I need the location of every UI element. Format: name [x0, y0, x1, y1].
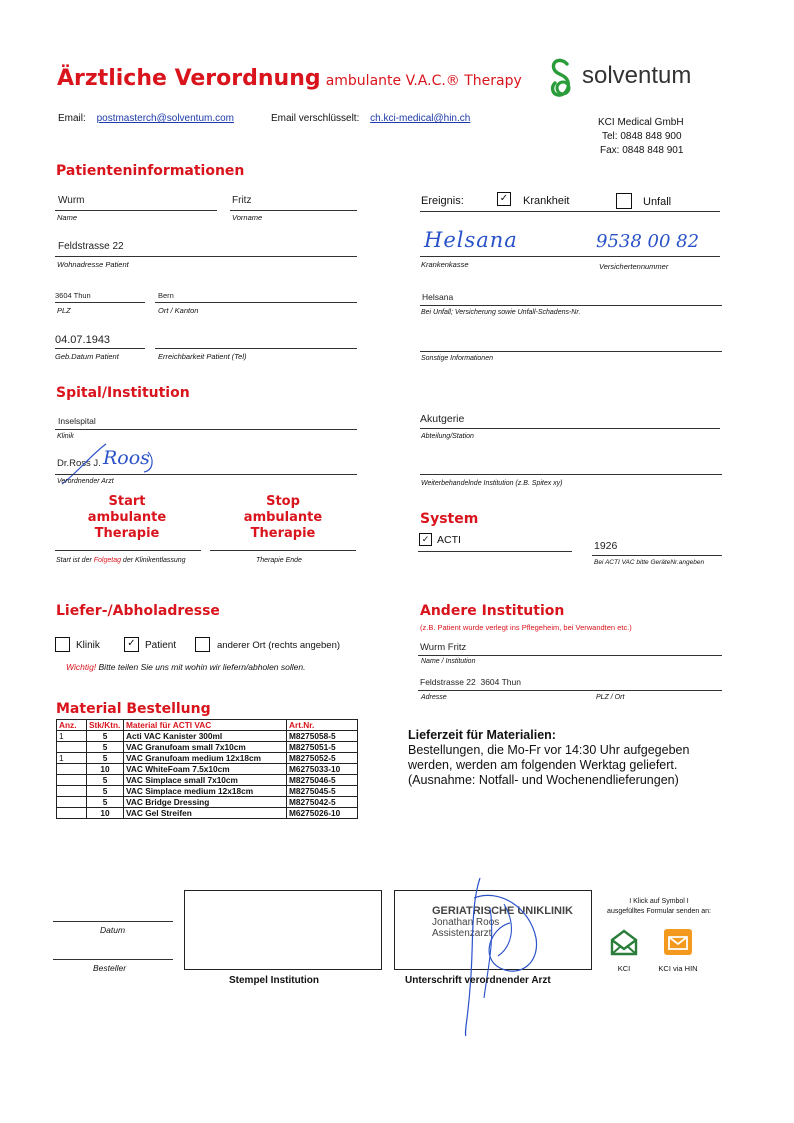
- divider: [53, 921, 173, 922]
- sonstige-label: Sonstige Informationen: [421, 355, 493, 362]
- liefer-note: [66, 662, 305, 672]
- material-cell: VAC WhiteFoam 7.5x10cm: [124, 764, 287, 775]
- table-row[interactable]: [57, 742, 358, 753]
- anz-cell[interactable]: [57, 764, 87, 775]
- kci-mail-icon: [609, 928, 639, 956]
- vorname-label: Vorname: [232, 213, 263, 222]
- liefer-klinik-checkbox[interactable]: [55, 637, 70, 652]
- kci-hin-label: KCI via HIN: [658, 964, 698, 973]
- klick-hint: [597, 897, 721, 917]
- stk-cell: 5: [87, 786, 124, 797]
- krankheit-label: Krankheit: [523, 195, 570, 207]
- divider: [420, 211, 720, 212]
- patient-name: Wurm: [58, 195, 85, 206]
- stk-cell: 5: [87, 775, 124, 786]
- klinik-label: Klinik: [57, 433, 74, 440]
- dob-label: Geb.Datum Patient: [55, 352, 119, 361]
- artnr-cell: M8275052-5: [287, 753, 358, 764]
- col-artnr: Art.Nr.: [287, 720, 358, 731]
- klick-line2: ausgefülltes Formular senden an:: [607, 908, 711, 915]
- email-row: [58, 113, 234, 124]
- form-title: Ärztliche Verordnung: [57, 66, 321, 91]
- divider: [155, 302, 357, 303]
- stamp-line3: Assistenzarzt: [432, 928, 492, 939]
- company-block: [598, 116, 684, 158]
- kci-label: KCI: [617, 964, 631, 973]
- col-anz: Anz.: [57, 720, 87, 731]
- company-name: KCI Medical GmbH: [598, 117, 684, 128]
- stk-cell: 5: [87, 742, 124, 753]
- start-heading: [55, 494, 199, 542]
- divider: [418, 690, 722, 691]
- andere-section-title: Andere Institution: [420, 603, 565, 619]
- stop-heading: [210, 494, 356, 542]
- wichtig-label: Wichtig!: [66, 662, 97, 672]
- table-row[interactable]: [57, 764, 358, 775]
- weiter-label: Weiterbehandelnde Institution (z.B. Spitex xy): [421, 480, 563, 487]
- klinik-value: Inselspital: [58, 416, 96, 426]
- solventum-mark-icon: [548, 58, 576, 100]
- system-section-title: System: [420, 511, 479, 527]
- andere-address: Feldstrasse 22 3604 Thun: [420, 677, 521, 687]
- start-caption: [56, 557, 186, 564]
- table-row[interactable]: [57, 775, 358, 786]
- reach-label: Erreichbarkeit Patient (Tel): [158, 352, 247, 361]
- material-cell: VAC Granufoam small 7x10cm: [124, 742, 287, 753]
- stk-cell: 10: [87, 764, 124, 775]
- divider: [55, 302, 145, 303]
- andere-name: Wurm Fritz: [420, 642, 467, 653]
- start-line1: Start: [108, 494, 146, 509]
- ort-label: Ort / Kanton: [158, 306, 199, 315]
- klick-line1: I Klick auf Symbol I: [629, 898, 689, 905]
- stop-caption: Therapie Ende: [256, 557, 302, 564]
- patient-vorname: Fritz: [232, 195, 252, 206]
- acti-checkbox[interactable]: ✓: [419, 533, 432, 546]
- table-row[interactable]: [57, 753, 358, 764]
- stamp-line2: Jonathan Roos: [432, 917, 500, 928]
- vnr-label: Versichertennummer: [599, 262, 669, 271]
- divider: [55, 348, 145, 349]
- anz-cell[interactable]: [57, 775, 87, 786]
- patient-plz: 3604 Thun: [55, 291, 91, 300]
- divider: [55, 210, 217, 211]
- artnr-cell: M8275046-5: [287, 775, 358, 786]
- divider: [155, 348, 357, 349]
- artnr-cell: M8275058-5: [287, 731, 358, 742]
- email-label: Email:: [58, 113, 86, 124]
- acti-label: ACTI: [437, 534, 461, 546]
- divider: [210, 550, 356, 551]
- andere-address-label: Adresse: [421, 694, 447, 701]
- arzt-value: Dr.Ross J.: [57, 458, 101, 469]
- geraete-nr-label: Bei ACTI VAC bitte GeräteNr.angeben: [594, 559, 705, 566]
- page-title: [57, 66, 522, 91]
- liefer-section-title: Liefer-/Abholadresse: [56, 603, 220, 619]
- lieferzeit-line1: Bestellungen, die Mo-Fr vor 14:30 Uhr aufgegeben: [408, 743, 690, 757]
- andere-name-label: Name / Institution: [421, 658, 476, 665]
- divider: [55, 256, 357, 257]
- divider: [55, 429, 357, 430]
- email-link[interactable]: postmasterch@solventum.com: [96, 113, 234, 124]
- material-cell: VAC Granufoam medium 12x18cm: [124, 753, 287, 764]
- material-cell: VAC Simplace small 7x10cm: [124, 775, 287, 786]
- krankenkasse-handwritten: Helsana: [424, 228, 518, 252]
- material-cell: Acti VAC Kanister 300ml: [124, 731, 287, 742]
- patient-ort: Bern: [158, 291, 174, 300]
- start-caption-c: der Klinikentlassung: [120, 557, 186, 564]
- anz-cell[interactable]: [57, 742, 87, 753]
- anz-cell[interactable]: 1: [57, 731, 87, 742]
- address-label: Wohnadresse Patient: [57, 260, 129, 269]
- stk-cell: 10: [87, 808, 124, 819]
- kasse-label: Krankenkasse: [421, 260, 469, 269]
- material-table: [56, 719, 358, 819]
- email-enc-link[interactable]: ch.kci-medical@hin.ch: [370, 113, 471, 124]
- divider: [420, 428, 720, 429]
- lieferzeit-line2: werden, werden am folgenden Werktag geliefert.: [408, 758, 678, 772]
- abteilung-label: Abteilung/Station: [421, 433, 474, 440]
- artnr-cell: M6275026-10: [287, 808, 358, 819]
- anz-cell[interactable]: [57, 786, 87, 797]
- arzt-signature: Roos: [103, 447, 150, 469]
- spital-section-title: Spital/Institution: [56, 385, 190, 401]
- divider: [418, 551, 572, 552]
- divider: [230, 210, 357, 211]
- artnr-cell: M8275051-5: [287, 742, 358, 753]
- datum-label: Datum: [100, 925, 126, 935]
- liefer-klinik-label: Klinik: [76, 640, 100, 651]
- anz-cell[interactable]: [57, 797, 87, 808]
- form-subtitle: ambulante V.A.C.® Therapy: [325, 73, 522, 89]
- stk-cell: 5: [87, 797, 124, 808]
- hin-mail-icon: [663, 928, 693, 956]
- krankheit-checkbox[interactable]: ✓: [497, 192, 511, 206]
- wichtig-text: Bitte teilen Sie uns mit wohin wir liefern/abholen sollen.: [96, 662, 306, 672]
- solventum-logo: [548, 58, 718, 100]
- versichertennummer-handwritten: 9538 00 82: [596, 231, 700, 252]
- divider: [418, 655, 722, 656]
- stamp-line1: GERIATRISCHE UNIKLINIK: [432, 905, 573, 917]
- andere-plz-label: PLZ / Ort: [596, 694, 625, 701]
- event-label: Ereignis:: [421, 195, 464, 207]
- kci-send-button[interactable]: [608, 928, 640, 974]
- artnr-cell: M6275033-10: [287, 764, 358, 775]
- lieferzeit-line3: (Ausnahme: Notfall- und Wochenendlieferungen): [408, 773, 679, 787]
- stk-cell: 5: [87, 731, 124, 742]
- liefer-patient-checkbox[interactable]: ✓: [124, 637, 139, 652]
- unfall-checkbox[interactable]: [616, 193, 632, 209]
- abteilung-value: Akutgerie: [420, 413, 465, 425]
- lieferzeit-block: [408, 728, 689, 788]
- brand-name: solventum: [582, 62, 692, 89]
- company-tel: Tel: 0848 848 900: [602, 131, 682, 142]
- arzt-label: Verordnender Arzt: [57, 478, 114, 485]
- liefer-anderer-label: anderer Ort (rechts angeben): [217, 640, 341, 651]
- name-label: Name: [57, 213, 78, 222]
- start-caption-b: Folgetag: [93, 557, 121, 564]
- artnr-cell: M8275045-5: [287, 786, 358, 797]
- divider: [420, 256, 720, 257]
- divider: [592, 555, 722, 556]
- kci-hin-send-button[interactable]: [650, 928, 706, 974]
- material-cell: VAC Bridge Dressing: [124, 797, 287, 808]
- unfall-vers-label: Bei Unfall; Versicherung sowie Unfall-Schadens-Nr.: [421, 309, 581, 316]
- artnr-cell: M8275042-5: [287, 797, 358, 808]
- company-fax: Fax: 0848 848 901: [600, 145, 684, 156]
- material-section-title: Material Bestellung: [56, 701, 211, 717]
- stk-cell: 5: [87, 753, 124, 764]
- stop-line1: Stop: [266, 494, 300, 509]
- anz-cell[interactable]: 1: [57, 753, 87, 764]
- table-row[interactable]: [57, 808, 358, 819]
- col-material: Material für ACTI VAC: [124, 720, 287, 731]
- liefer-patient-label: Patient: [145, 640, 177, 651]
- stop-line2: ambulante Therapie: [243, 510, 323, 541]
- start-caption-a: Start ist der: [56, 557, 94, 564]
- doctor-signature-icon: [440, 868, 560, 1038]
- divider: [420, 351, 722, 352]
- table-row[interactable]: [57, 786, 358, 797]
- andere-note: (z.B. Patient wurde verlegt ins Pflegeheim, bei Verwandten etc.): [420, 623, 632, 632]
- material-header-row: [57, 720, 358, 731]
- unfall-versicherung: Helsana: [422, 292, 454, 302]
- divider: [53, 959, 173, 960]
- patient-address: Feldstrasse 22: [58, 241, 124, 252]
- anz-cell[interactable]: [57, 808, 87, 819]
- besteller-label: Besteller: [93, 963, 127, 973]
- divider: [55, 474, 357, 475]
- table-row[interactable]: [57, 731, 358, 742]
- patient-section-title: Patienteninformationen: [56, 163, 245, 179]
- email-enc-label: Email verschlüsselt:: [271, 113, 360, 124]
- material-cell: VAC Gel Streifen: [124, 808, 287, 819]
- patient-dob: 04.07.1943: [55, 334, 111, 346]
- divider: [420, 474, 722, 475]
- table-row[interactable]: [57, 797, 358, 808]
- col-stk: Stk/Ktn.: [87, 720, 124, 731]
- email-encrypted-row: [271, 113, 470, 124]
- unterschrift-label: Unterschrift verordnender Arzt: [405, 975, 551, 986]
- unfall-label: Unfall: [643, 196, 672, 208]
- divider: [55, 550, 201, 551]
- liefer-anderer-checkbox[interactable]: [195, 637, 210, 652]
- start-line2: ambulante Therapie: [87, 510, 167, 541]
- stempel-box[interactable]: [184, 890, 382, 970]
- lieferzeit-title: Lieferzeit für Materialien:: [408, 728, 556, 742]
- divider: [420, 305, 722, 306]
- geraete-nr: 1926: [594, 540, 618, 552]
- stempel-label: Stempel Institution: [229, 975, 319, 986]
- plz-label: PLZ: [57, 306, 71, 315]
- material-cell: VAC Simplace medium 12x18cm: [124, 786, 287, 797]
